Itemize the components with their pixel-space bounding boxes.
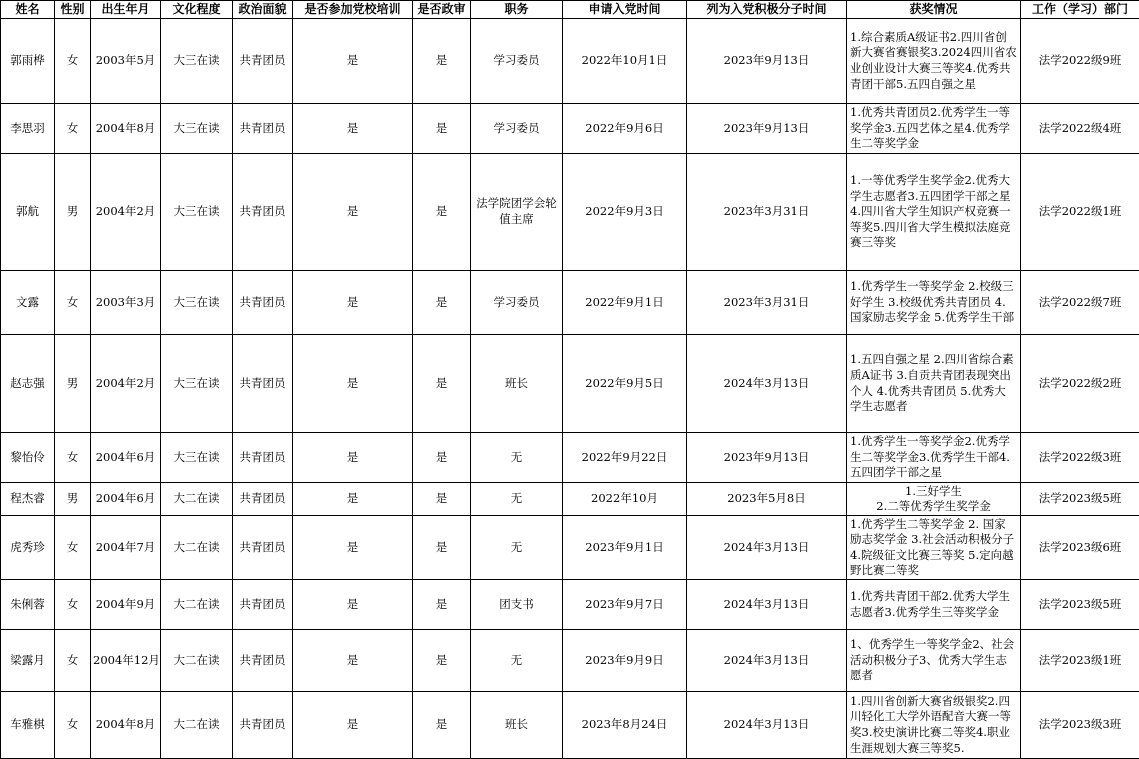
cell-apply-date: 2023年9月7日 [563, 580, 687, 630]
cell-apply-date: 2022年10月1日 [563, 19, 687, 104]
cell-review: 是 [413, 335, 471, 433]
cell-training: 是 [293, 516, 413, 580]
cell-dept: 法学2023级5班 [1021, 580, 1139, 630]
table-row [1, 580, 1139, 630]
header-dept: 工作（学习）部门 [1021, 1, 1139, 19]
awards-text: 1.综合素质A级证书2.四川省创新大赛省赛银奖3.2024四川省农业创业设计大赛三等奖4.优秀共青团干部5.五四自强之星 [850, 30, 1017, 92]
cell-birth: 2004年8月 [91, 104, 161, 154]
cell-name: 梁露月 [1, 630, 55, 692]
cell-name: 文露 [1, 271, 55, 335]
cell-activist-date: 2023年9月13日 [687, 19, 847, 104]
header-awards: 获奖情况 [847, 1, 1021, 19]
cell-education: 大三在读 [161, 335, 233, 433]
cell-awards [847, 692, 1021, 759]
cell-birth: 2004年9月 [91, 580, 161, 630]
cell-dept: 法学2023级5班 [1021, 483, 1139, 516]
cell-political: 共青团员 [233, 516, 293, 580]
cell-education: 大二在读 [161, 483, 233, 516]
cell-apply-date: 2022年9月22日 [563, 433, 687, 483]
cell-education: 大二在读 [161, 516, 233, 580]
cell-activist-date: 2024年3月13日 [687, 516, 847, 580]
awards-text: 1.三好学生 2.二等优秀学生奖学金 [850, 484, 1017, 515]
cell-training: 是 [293, 580, 413, 630]
cell-position: 学习委员 [471, 19, 563, 104]
cell-activist-date: 2024年3月13日 [687, 335, 847, 433]
cell-birth: 2004年12月 [91, 630, 161, 692]
cell-review: 是 [413, 433, 471, 483]
header-education: 文化程度 [161, 1, 233, 19]
cell-training: 是 [293, 104, 413, 154]
cell-gender: 女 [55, 516, 91, 580]
cell-education: 大二在读 [161, 630, 233, 692]
cell-apply-date: 2023年9月9日 [563, 630, 687, 692]
header-activist-date: 列为入党积极分子时间 [687, 1, 847, 19]
cell-dept: 法学2023级6班 [1021, 516, 1139, 580]
cell-birth: 2004年2月 [91, 154, 161, 271]
awards-text: 1.优秀共青团干部2.优秀大学生志愿者3.优秀学生三等奖学金 [850, 589, 1017, 620]
header-position: 职务 [471, 1, 563, 19]
cell-apply-date: 2022年9月3日 [563, 154, 687, 271]
cell-dept: 法学2022级3班 [1021, 433, 1139, 483]
cell-position: 法学院团学会轮值主席 [471, 154, 563, 271]
cell-apply-date: 2022年10月 [563, 483, 687, 516]
cell-gender: 女 [55, 104, 91, 154]
table-row [1, 154, 1139, 271]
header-political: 政治面貌 [233, 1, 293, 19]
table-row [1, 19, 1139, 104]
cell-political: 共青团员 [233, 692, 293, 759]
cell-training: 是 [293, 19, 413, 104]
cell-name: 赵志强 [1, 335, 55, 433]
cell-position: 班长 [471, 692, 563, 759]
cell-birth: 2003年3月 [91, 271, 161, 335]
cell-activist-date: 2024年3月13日 [687, 630, 847, 692]
cell-political: 共青团员 [233, 433, 293, 483]
cell-training: 是 [293, 335, 413, 433]
cell-position: 学习委员 [471, 271, 563, 335]
header-apply-date: 申请入党时间 [563, 1, 687, 19]
table-row [1, 433, 1139, 483]
cell-training: 是 [293, 483, 413, 516]
cell-gender: 女 [55, 692, 91, 759]
cell-political: 共青团员 [233, 483, 293, 516]
cell-awards [847, 271, 1021, 335]
cell-birth: 2004年7月 [91, 516, 161, 580]
cell-dept: 法学2022级7班 [1021, 271, 1139, 335]
cell-education: 大三在读 [161, 433, 233, 483]
cell-birth: 2004年2月 [91, 335, 161, 433]
cell-activist-date: 2023年3月31日 [687, 271, 847, 335]
cell-activist-date: 2023年9月13日 [687, 433, 847, 483]
cell-political: 共青团员 [233, 580, 293, 630]
cell-education: 大三在读 [161, 271, 233, 335]
cell-apply-date: 2023年9月1日 [563, 516, 687, 580]
cell-awards [847, 19, 1021, 104]
cell-name: 郭雨桦 [1, 19, 55, 104]
cell-review: 是 [413, 154, 471, 271]
cell-apply-date: 2022年9月1日 [563, 271, 687, 335]
cell-birth: 2004年8月 [91, 692, 161, 759]
header-row [1, 1, 1139, 19]
cell-name: 车雅棋 [1, 692, 55, 759]
table-row [1, 630, 1139, 692]
cell-awards [847, 516, 1021, 580]
cell-review: 是 [413, 692, 471, 759]
awards-text: 1.一等优秀学生奖学金2.优秀大学生志愿者3.五四团学干部之星4.四川省大学生知识产权竞赛一等奖5.四川省大学生模拟法庭竞赛三等奖 [850, 173, 1017, 251]
cell-birth: 2004年6月 [91, 483, 161, 516]
cell-position: 班长 [471, 335, 563, 433]
cell-review: 是 [413, 580, 471, 630]
cell-dept: 法学2022级9班 [1021, 19, 1139, 104]
cell-apply-date: 2022年9月5日 [563, 335, 687, 433]
cell-activist-date: 2024年3月13日 [687, 692, 847, 759]
cell-gender: 女 [55, 433, 91, 483]
cell-dept: 法学2022级2班 [1021, 335, 1139, 433]
cell-dept: 法学2023级1班 [1021, 630, 1139, 692]
cell-activist-date: 2023年9月13日 [687, 104, 847, 154]
cell-name: 黎怡伶 [1, 433, 55, 483]
header-gender: 性别 [55, 1, 91, 19]
cell-dept: 法学2023级3班 [1021, 692, 1139, 759]
cell-name: 李思羽 [1, 104, 55, 154]
cell-dept: 法学2022级1班 [1021, 154, 1139, 271]
cell-gender: 女 [55, 630, 91, 692]
cell-activist-date: 2024年3月13日 [687, 580, 847, 630]
table-row [1, 516, 1139, 580]
cell-apply-date: 2022年9月6日 [563, 104, 687, 154]
cell-political: 共青团员 [233, 271, 293, 335]
cell-review: 是 [413, 104, 471, 154]
cell-awards [847, 104, 1021, 154]
cell-education: 大二在读 [161, 692, 233, 759]
table-row [1, 483, 1139, 516]
cell-apply-date: 2023年8月24日 [563, 692, 687, 759]
cell-name: 朱俐蓉 [1, 580, 55, 630]
cell-position: 无 [471, 483, 563, 516]
cell-training: 是 [293, 630, 413, 692]
cell-activist-date: 2023年5月8日 [687, 483, 847, 516]
cell-gender: 男 [55, 335, 91, 433]
cell-gender: 女 [55, 19, 91, 104]
cell-political: 共青团员 [233, 154, 293, 271]
cell-birth: 2003年5月 [91, 19, 161, 104]
awards-text: 1.优秀学生一等奖学金2.优秀学生二等奖学金3.优秀学生干部4.五四团学干部之星 [850, 434, 1017, 481]
cell-awards [847, 580, 1021, 630]
cell-name: 郭航 [1, 154, 55, 271]
cell-gender: 女 [55, 271, 91, 335]
cell-activist-date: 2023年3月31日 [687, 154, 847, 271]
cell-review: 是 [413, 271, 471, 335]
cell-awards [847, 433, 1021, 483]
cell-gender: 女 [55, 580, 91, 630]
cell-education: 大三在读 [161, 19, 233, 104]
header-birth: 出生年月 [91, 1, 161, 19]
awards-text: 1、优秀学生一等奖学金2、社会活动积极分子3、优秀大学生志愿者 [850, 637, 1017, 684]
cell-review: 是 [413, 630, 471, 692]
cell-review: 是 [413, 19, 471, 104]
cell-gender: 男 [55, 154, 91, 271]
cell-name: 虎秀珍 [1, 516, 55, 580]
cell-position: 团支书 [471, 580, 563, 630]
cell-review: 是 [413, 483, 471, 516]
cell-birth: 2004年6月 [91, 433, 161, 483]
awards-text: 1.五四自强之星 2.四川省综合素质A证书 3.自贡共青团表现突出个人 4.优秀共青团员 5.优秀大学生志愿者 [850, 352, 1017, 414]
cell-political: 共青团员 [233, 104, 293, 154]
cell-education: 大三在读 [161, 104, 233, 154]
cell-awards [847, 630, 1021, 692]
cell-awards [847, 335, 1021, 433]
table-row [1, 271, 1139, 335]
table-row [1, 335, 1139, 433]
cell-education: 大二在读 [161, 580, 233, 630]
table-row [1, 104, 1139, 154]
cell-education: 大三在读 [161, 154, 233, 271]
cell-review: 是 [413, 516, 471, 580]
awards-text: 1.优秀共青团员2.优秀学生一等奖学金3.五四艺体之星4.优秀学生二等奖学金 [850, 105, 1017, 152]
cell-training: 是 [293, 154, 413, 271]
cell-position: 无 [471, 433, 563, 483]
awards-text: 1.四川省创新大赛省级银奖2.四川轻化工大学外语配音大赛一等奖3.校史演讲比赛二等奖4.职业生涯规划大赛三等奖5. [850, 694, 1017, 756]
awards-text: 1.优秀学生一等奖学金 2.校级三好学生 3.校级优秀共青团员 4.国家励志奖学金 5.优秀学生干部 [850, 279, 1017, 326]
cell-gender: 男 [55, 483, 91, 516]
cell-training: 是 [293, 271, 413, 335]
cell-position: 学习委员 [471, 104, 563, 154]
cell-name: 程杰睿 [1, 483, 55, 516]
cell-political: 共青团员 [233, 630, 293, 692]
cell-awards [847, 154, 1021, 271]
cell-position: 无 [471, 516, 563, 580]
cell-political: 共青团员 [233, 335, 293, 433]
header-training: 是否参加党校培训 [293, 1, 413, 19]
header-name: 姓名 [1, 1, 55, 19]
cell-position: 无 [471, 630, 563, 692]
cell-political: 共青团员 [233, 19, 293, 104]
header-review: 是否政审 [413, 1, 471, 19]
cell-training: 是 [293, 433, 413, 483]
cell-training: 是 [293, 692, 413, 759]
cell-dept: 法学2022级4班 [1021, 104, 1139, 154]
cell-awards [847, 483, 1021, 516]
awards-text: 1.优秀学生二等奖学金 2. 国家励志奖学金 3.社会活动积极分子 4.院级征文比赛三等奖 5.定向越野比赛二等奖 [850, 517, 1017, 579]
table-row [1, 692, 1139, 759]
